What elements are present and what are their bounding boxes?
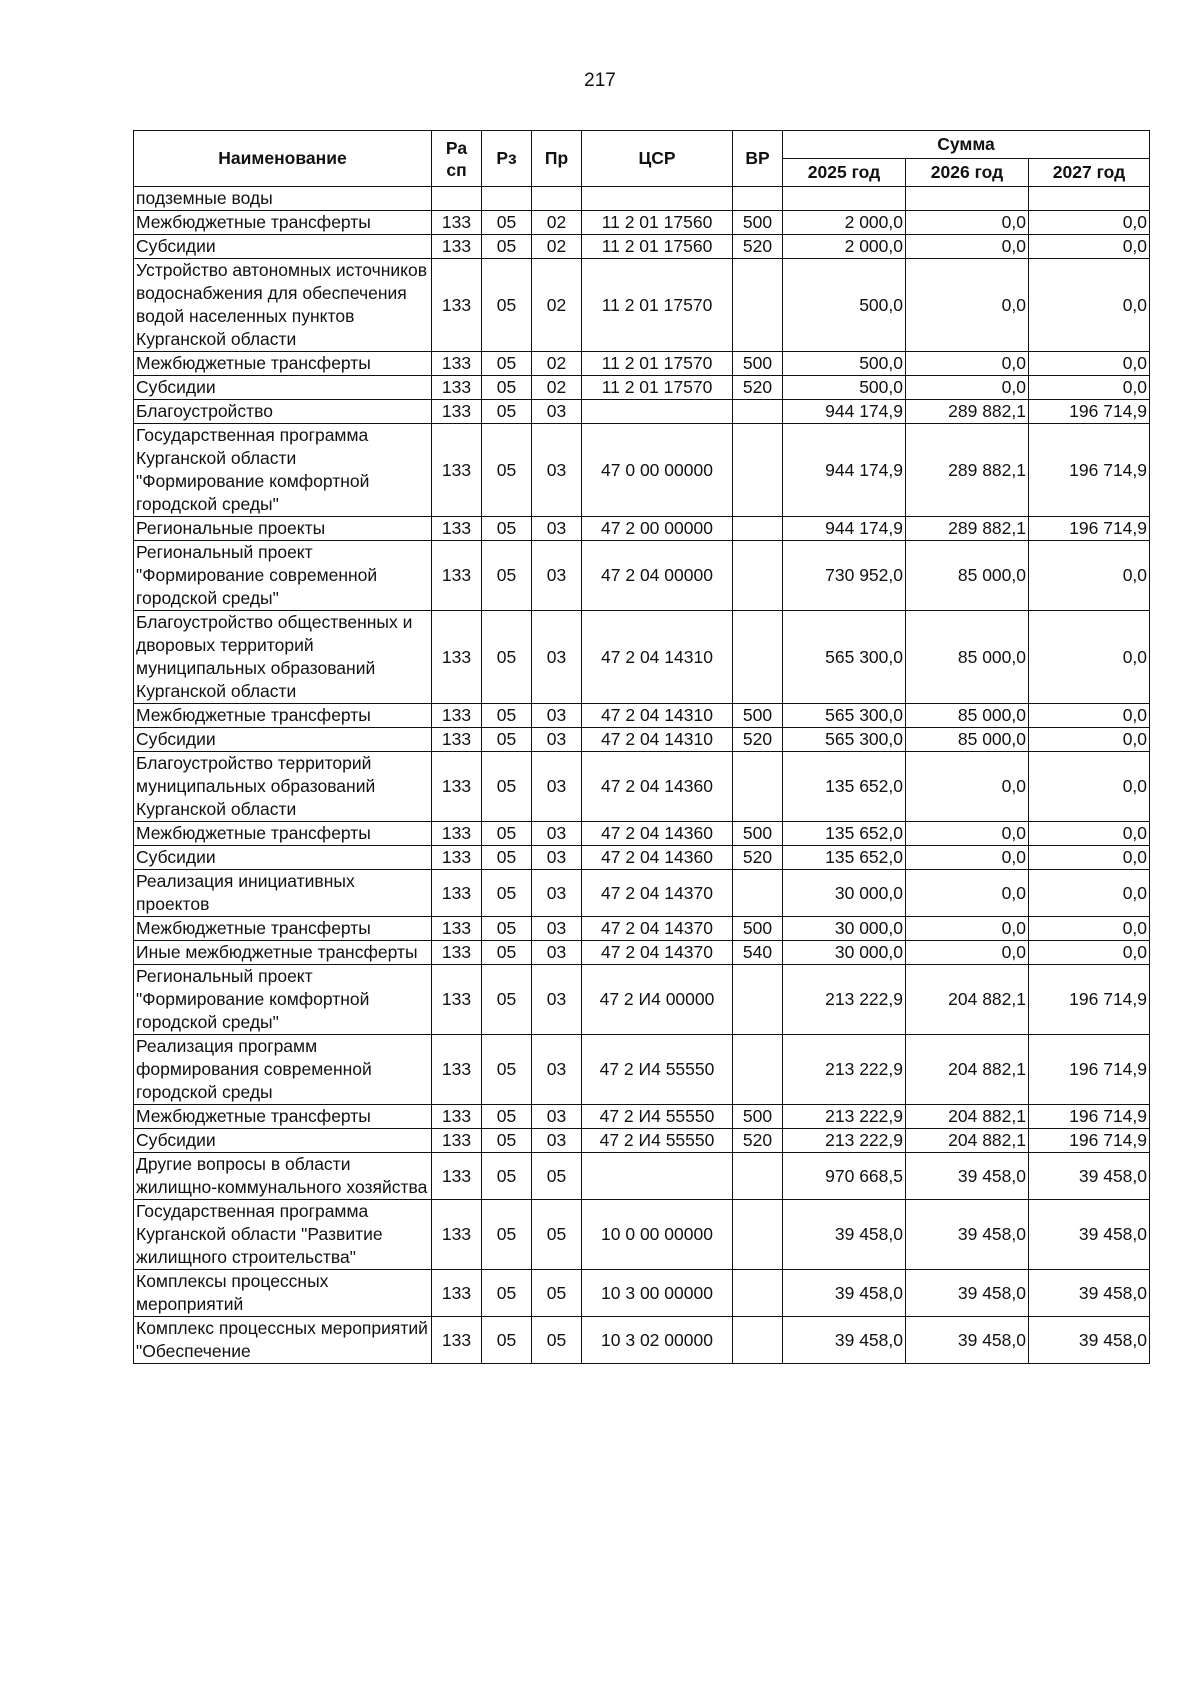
header-name: Наименование <box>134 131 432 187</box>
cell-2026: 289 882,1 <box>906 400 1029 424</box>
cell-name: Межбюджетные трансферты <box>134 704 432 728</box>
cell-2027: 196 714,9 <box>1029 1105 1150 1129</box>
cell-pr: 03 <box>532 846 582 870</box>
cell-2027: 0,0 <box>1029 259 1150 352</box>
cell-2027: 196 714,9 <box>1029 517 1150 541</box>
cell-2026: 0,0 <box>906 259 1029 352</box>
cell-2026: 0,0 <box>906 752 1029 822</box>
table-row <box>134 917 1150 941</box>
table-row <box>134 704 1150 728</box>
cell-vr: 520 <box>733 1129 783 1153</box>
cell-rz: 05 <box>482 870 532 917</box>
table-row <box>134 752 1150 822</box>
table-row <box>134 1317 1150 1364</box>
cell-name: Благоустройство <box>134 400 432 424</box>
cell-csr: 47 2 И4 55550 <box>582 1035 733 1105</box>
cell-2025: 944 174,9 <box>783 517 906 541</box>
cell-2026: 85 000,0 <box>906 541 1029 611</box>
cell-vr: 500 <box>733 211 783 235</box>
header-year-2026: 2026 год <box>906 159 1029 187</box>
cell-2026: 204 882,1 <box>906 1105 1029 1129</box>
cell-rasp: 133 <box>432 1153 482 1200</box>
cell-vr: 520 <box>733 728 783 752</box>
cell-rz: 05 <box>482 1105 532 1129</box>
cell-2026: 204 882,1 <box>906 1129 1029 1153</box>
cell-2027: 0,0 <box>1029 352 1150 376</box>
cell-vr: 500 <box>733 352 783 376</box>
cell-vr <box>733 259 783 352</box>
cell-rasp: 133 <box>432 400 482 424</box>
cell-2027: 196 714,9 <box>1029 1129 1150 1153</box>
cell-rz: 05 <box>482 822 532 846</box>
cell-name: Региональные проекты <box>134 517 432 541</box>
cell-name: Субсидии <box>134 1129 432 1153</box>
cell-2025: 500,0 <box>783 259 906 352</box>
cell-csr: 47 2 04 14370 <box>582 941 733 965</box>
cell-2026: 0,0 <box>906 211 1029 235</box>
cell-vr <box>733 1270 783 1317</box>
cell-2026 <box>906 187 1029 211</box>
table-row <box>134 1105 1150 1129</box>
cell-rasp: 133 <box>432 1129 482 1153</box>
cell-pr: 03 <box>532 704 582 728</box>
cell-pr: 03 <box>532 1129 582 1153</box>
cell-vr <box>733 965 783 1035</box>
cell-rasp: 133 <box>432 870 482 917</box>
cell-2025: 213 222,9 <box>783 1035 906 1105</box>
cell-csr: 47 2 04 14310 <box>582 611 733 704</box>
cell-rz: 05 <box>482 611 532 704</box>
header-year-2025: 2025 год <box>783 159 906 187</box>
cell-pr: 03 <box>532 822 582 846</box>
cell-2027: 0,0 <box>1029 235 1150 259</box>
cell-rasp: 133 <box>432 259 482 352</box>
cell-2027: 196 714,9 <box>1029 400 1150 424</box>
cell-rasp: 133 <box>432 728 482 752</box>
cell-2025: 2 000,0 <box>783 235 906 259</box>
cell-2026: 289 882,1 <box>906 517 1029 541</box>
cell-rasp: 133 <box>432 752 482 822</box>
cell-2027 <box>1029 187 1150 211</box>
cell-csr: 11 2 01 17560 <box>582 235 733 259</box>
cell-csr: 47 2 04 14310 <box>582 704 733 728</box>
cell-csr: 47 2 04 14310 <box>582 728 733 752</box>
cell-vr <box>733 1200 783 1270</box>
cell-pr: 05 <box>532 1153 582 1200</box>
cell-2025: 135 652,0 <box>783 752 906 822</box>
cell-name: Реализация программ формирования современной городской среды <box>134 1035 432 1105</box>
cell-2025: 39 458,0 <box>783 1270 906 1317</box>
cell-name: Субсидии <box>134 846 432 870</box>
cell-pr: 03 <box>532 917 582 941</box>
cell-name: Межбюджетные трансферты <box>134 917 432 941</box>
cell-2027: 0,0 <box>1029 846 1150 870</box>
cell-vr <box>733 517 783 541</box>
cell-2027: 39 458,0 <box>1029 1200 1150 1270</box>
cell-pr: 03 <box>532 424 582 517</box>
cell-2027: 39 458,0 <box>1029 1317 1150 1364</box>
cell-csr: 11 2 01 17570 <box>582 259 733 352</box>
cell-2025: 565 300,0 <box>783 611 906 704</box>
cell-csr: 11 2 01 17560 <box>582 211 733 235</box>
table-row <box>134 1153 1150 1200</box>
cell-vr: 520 <box>733 235 783 259</box>
cell-vr <box>733 400 783 424</box>
cell-csr: 47 2 И4 55550 <box>582 1105 733 1129</box>
cell-pr: 02 <box>532 259 582 352</box>
cell-rasp: 133 <box>432 376 482 400</box>
header-sum: Сумма <box>783 131 1150 159</box>
cell-rasp: 133 <box>432 1105 482 1129</box>
cell-rz: 05 <box>482 541 532 611</box>
cell-2027: 0,0 <box>1029 728 1150 752</box>
cell-rasp <box>432 187 482 211</box>
cell-csr: 10 3 02 00000 <box>582 1317 733 1364</box>
cell-2025: 213 222,9 <box>783 1105 906 1129</box>
cell-rasp: 133 <box>432 704 482 728</box>
cell-2025: 135 652,0 <box>783 822 906 846</box>
cell-rz: 05 <box>482 259 532 352</box>
cell-pr: 03 <box>532 611 582 704</box>
cell-name: Благоустройство общественных и дворовых территорий муниципальных образований Курганской области <box>134 611 432 704</box>
cell-2026: 0,0 <box>906 941 1029 965</box>
table-row <box>134 352 1150 376</box>
header-rasp: Ра сп <box>432 131 482 187</box>
cell-vr <box>733 1153 783 1200</box>
cell-vr <box>733 752 783 822</box>
cell-name: Государственная программа Курганской области "Развитие жилищного строительства" <box>134 1200 432 1270</box>
cell-vr: 500 <box>733 822 783 846</box>
cell-rz: 05 <box>482 517 532 541</box>
table-row <box>134 870 1150 917</box>
cell-2026: 39 458,0 <box>906 1270 1029 1317</box>
cell-pr: 03 <box>532 752 582 822</box>
table-row <box>134 211 1150 235</box>
header-pr: Пр <box>532 131 582 187</box>
cell-2027: 0,0 <box>1029 941 1150 965</box>
cell-2026: 85 000,0 <box>906 728 1029 752</box>
budget-table <box>133 130 1150 1364</box>
cell-name: Региональный проект "Формирование комфортной городской среды" <box>134 965 432 1035</box>
cell-pr: 03 <box>532 1035 582 1105</box>
page-number: 217 <box>584 70 616 91</box>
table-body <box>134 187 1150 1364</box>
cell-rasp: 133 <box>432 822 482 846</box>
cell-rz: 05 <box>482 1153 532 1200</box>
cell-name: Субсидии <box>134 376 432 400</box>
cell-2027: 39 458,0 <box>1029 1153 1150 1200</box>
cell-2025: 565 300,0 <box>783 704 906 728</box>
cell-vr <box>733 187 783 211</box>
cell-csr: 10 0 00 00000 <box>582 1200 733 1270</box>
cell-rasp: 133 <box>432 941 482 965</box>
cell-rasp: 133 <box>432 846 482 870</box>
cell-csr: 47 2 И4 00000 <box>582 965 733 1035</box>
cell-rasp: 133 <box>432 235 482 259</box>
cell-rz: 05 <box>482 1200 532 1270</box>
cell-2025: 500,0 <box>783 376 906 400</box>
table-row <box>134 424 1150 517</box>
cell-2026: 0,0 <box>906 376 1029 400</box>
cell-rz: 05 <box>482 704 532 728</box>
cell-2027: 0,0 <box>1029 870 1150 917</box>
cell-2027: 0,0 <box>1029 211 1150 235</box>
cell-pr: 03 <box>532 941 582 965</box>
cell-name: Реализация инициативных проектов <box>134 870 432 917</box>
cell-rz <box>482 187 532 211</box>
cell-name: Региональный проект "Формирование современной городской среды" <box>134 541 432 611</box>
cell-2026: 204 882,1 <box>906 965 1029 1035</box>
cell-pr: 05 <box>532 1200 582 1270</box>
cell-vr: 500 <box>733 704 783 728</box>
cell-csr: 47 2 04 14370 <box>582 870 733 917</box>
cell-rz: 05 <box>482 1129 532 1153</box>
cell-2025: 2 000,0 <box>783 211 906 235</box>
cell-vr: 540 <box>733 941 783 965</box>
table-row <box>134 941 1150 965</box>
cell-name: Субсидии <box>134 728 432 752</box>
cell-2025: 213 222,9 <box>783 965 906 1035</box>
cell-csr <box>582 1153 733 1200</box>
cell-rasp: 133 <box>432 211 482 235</box>
cell-pr: 05 <box>532 1317 582 1364</box>
cell-pr: 05 <box>532 1270 582 1317</box>
cell-pr: 02 <box>532 376 582 400</box>
cell-2027: 0,0 <box>1029 822 1150 846</box>
cell-csr: 47 2 00 00000 <box>582 517 733 541</box>
header-vr: ВР <box>733 131 783 187</box>
cell-vr: 500 <box>733 917 783 941</box>
cell-name: Государственная программа Курганской области "Формирование комфортной городской среды" <box>134 424 432 517</box>
cell-2026: 0,0 <box>906 917 1029 941</box>
cell-csr: 47 2 04 14360 <box>582 752 733 822</box>
table-row <box>134 611 1150 704</box>
cell-2026: 0,0 <box>906 822 1029 846</box>
cell-vr: 520 <box>733 846 783 870</box>
table-row <box>134 965 1150 1035</box>
cell-name: Межбюджетные трансферты <box>134 822 432 846</box>
table-header <box>134 131 1150 187</box>
cell-2027: 0,0 <box>1029 611 1150 704</box>
cell-2025: 30 000,0 <box>783 917 906 941</box>
table-row <box>134 822 1150 846</box>
table-row <box>134 187 1150 211</box>
cell-name: Субсидии <box>134 235 432 259</box>
cell-2026: 289 882,1 <box>906 424 1029 517</box>
cell-csr: 47 2 И4 55550 <box>582 1129 733 1153</box>
table-row <box>134 259 1150 352</box>
cell-2027: 196 714,9 <box>1029 1035 1150 1105</box>
cell-2025: 135 652,0 <box>783 846 906 870</box>
cell-vr <box>733 424 783 517</box>
cell-rz: 05 <box>482 1317 532 1364</box>
cell-2027: 39 458,0 <box>1029 1270 1150 1317</box>
table-row <box>134 517 1150 541</box>
cell-2025: 39 458,0 <box>783 1200 906 1270</box>
cell-csr: 47 2 04 14370 <box>582 917 733 941</box>
cell-2027: 0,0 <box>1029 541 1150 611</box>
cell-rz: 05 <box>482 1270 532 1317</box>
cell-2025: 213 222,9 <box>783 1129 906 1153</box>
cell-2027: 0,0 <box>1029 704 1150 728</box>
cell-name: Устройство автономных источников водоснабжения для обеспечения водой населенных пунктов Курганской области <box>134 259 432 352</box>
table-row <box>134 846 1150 870</box>
cell-2027: 0,0 <box>1029 376 1150 400</box>
cell-name: подземные воды <box>134 187 432 211</box>
cell-rz: 05 <box>482 352 532 376</box>
cell-rasp: 133 <box>432 1317 482 1364</box>
cell-csr: 47 0 00 00000 <box>582 424 733 517</box>
table-row <box>134 1270 1150 1317</box>
table-row <box>134 728 1150 752</box>
cell-rasp: 133 <box>432 424 482 517</box>
cell-csr: 11 2 01 17570 <box>582 352 733 376</box>
cell-pr: 02 <box>532 235 582 259</box>
cell-pr: 03 <box>532 870 582 917</box>
cell-csr: 10 3 00 00000 <box>582 1270 733 1317</box>
cell-2025: 500,0 <box>783 352 906 376</box>
cell-csr <box>582 187 733 211</box>
cell-2026: 39 458,0 <box>906 1317 1029 1364</box>
cell-vr <box>733 1317 783 1364</box>
cell-rz: 05 <box>482 211 532 235</box>
table-row <box>134 541 1150 611</box>
cell-2026: 0,0 <box>906 235 1029 259</box>
table-row <box>134 1129 1150 1153</box>
cell-pr: 02 <box>532 352 582 376</box>
header-year-2027: 2027 год <box>1029 159 1150 187</box>
cell-2025: 970 668,5 <box>783 1153 906 1200</box>
cell-pr <box>532 187 582 211</box>
cell-rz: 05 <box>482 728 532 752</box>
cell-name: Межбюджетные трансферты <box>134 352 432 376</box>
cell-csr: 47 2 04 14360 <box>582 846 733 870</box>
cell-2026: 204 882,1 <box>906 1035 1029 1105</box>
cell-2026: 0,0 <box>906 846 1029 870</box>
cell-2027: 0,0 <box>1029 917 1150 941</box>
cell-pr: 03 <box>532 728 582 752</box>
cell-rasp: 133 <box>432 917 482 941</box>
cell-csr <box>582 400 733 424</box>
cell-name: Благоустройство территорий муниципальных образований Курганской области <box>134 752 432 822</box>
cell-pr: 03 <box>532 517 582 541</box>
cell-rz: 05 <box>482 235 532 259</box>
cell-rz: 05 <box>482 1035 532 1105</box>
cell-pr: 03 <box>532 965 582 1035</box>
cell-pr: 03 <box>532 1105 582 1129</box>
cell-rasp: 133 <box>432 352 482 376</box>
cell-rz: 05 <box>482 400 532 424</box>
table-row <box>134 1035 1150 1105</box>
cell-2025: 944 174,9 <box>783 400 906 424</box>
cell-2025: 30 000,0 <box>783 870 906 917</box>
cell-name: Комплекс процессных мероприятий "Обеспечение <box>134 1317 432 1364</box>
cell-name: Комплексы процессных мероприятий <box>134 1270 432 1317</box>
cell-rasp: 133 <box>432 611 482 704</box>
cell-rasp: 133 <box>432 965 482 1035</box>
cell-2027: 0,0 <box>1029 752 1150 822</box>
cell-vr: 520 <box>733 376 783 400</box>
cell-name: Иные межбюджетные трансферты <box>134 941 432 965</box>
header-csr: ЦСР <box>582 131 733 187</box>
cell-2026: 0,0 <box>906 352 1029 376</box>
cell-2026: 0,0 <box>906 870 1029 917</box>
cell-csr: 47 2 04 14360 <box>582 822 733 846</box>
cell-vr <box>733 1035 783 1105</box>
cell-2026: 85 000,0 <box>906 704 1029 728</box>
cell-name: Другие вопросы в области жилищно-коммунального хозяйства <box>134 1153 432 1200</box>
cell-name: Межбюджетные трансферты <box>134 1105 432 1129</box>
cell-2025 <box>783 187 906 211</box>
cell-vr <box>733 870 783 917</box>
cell-csr: 47 2 04 00000 <box>582 541 733 611</box>
cell-rasp: 133 <box>432 1200 482 1270</box>
cell-vr <box>733 611 783 704</box>
cell-rz: 05 <box>482 941 532 965</box>
cell-rz: 05 <box>482 846 532 870</box>
cell-2026: 85 000,0 <box>906 611 1029 704</box>
cell-rz: 05 <box>482 376 532 400</box>
cell-rz: 05 <box>482 917 532 941</box>
cell-2025: 30 000,0 <box>783 941 906 965</box>
cell-2026: 39 458,0 <box>906 1153 1029 1200</box>
cell-rasp: 133 <box>432 517 482 541</box>
cell-vr <box>733 541 783 611</box>
cell-pr: 03 <box>532 541 582 611</box>
cell-2025: 565 300,0 <box>783 728 906 752</box>
cell-name: Межбюджетные трансферты <box>134 211 432 235</box>
cell-2027: 196 714,9 <box>1029 965 1150 1035</box>
cell-vr: 500 <box>733 1105 783 1129</box>
table-row <box>134 1200 1150 1270</box>
header-rz: Рз <box>482 131 532 187</box>
cell-2025: 730 952,0 <box>783 541 906 611</box>
cell-2027: 196 714,9 <box>1029 424 1150 517</box>
table-row <box>134 376 1150 400</box>
cell-csr: 11 2 01 17570 <box>582 376 733 400</box>
table-row <box>134 235 1150 259</box>
cell-rz: 05 <box>482 965 532 1035</box>
cell-2025: 944 174,9 <box>783 424 906 517</box>
cell-pr: 03 <box>532 400 582 424</box>
cell-pr: 02 <box>532 211 582 235</box>
cell-2025: 39 458,0 <box>783 1317 906 1364</box>
cell-rz: 05 <box>482 424 532 517</box>
cell-rz: 05 <box>482 752 532 822</box>
table-row <box>134 400 1150 424</box>
cell-rasp: 133 <box>432 1035 482 1105</box>
cell-rasp: 133 <box>432 1270 482 1317</box>
cell-2026: 39 458,0 <box>906 1200 1029 1270</box>
cell-rasp: 133 <box>432 541 482 611</box>
